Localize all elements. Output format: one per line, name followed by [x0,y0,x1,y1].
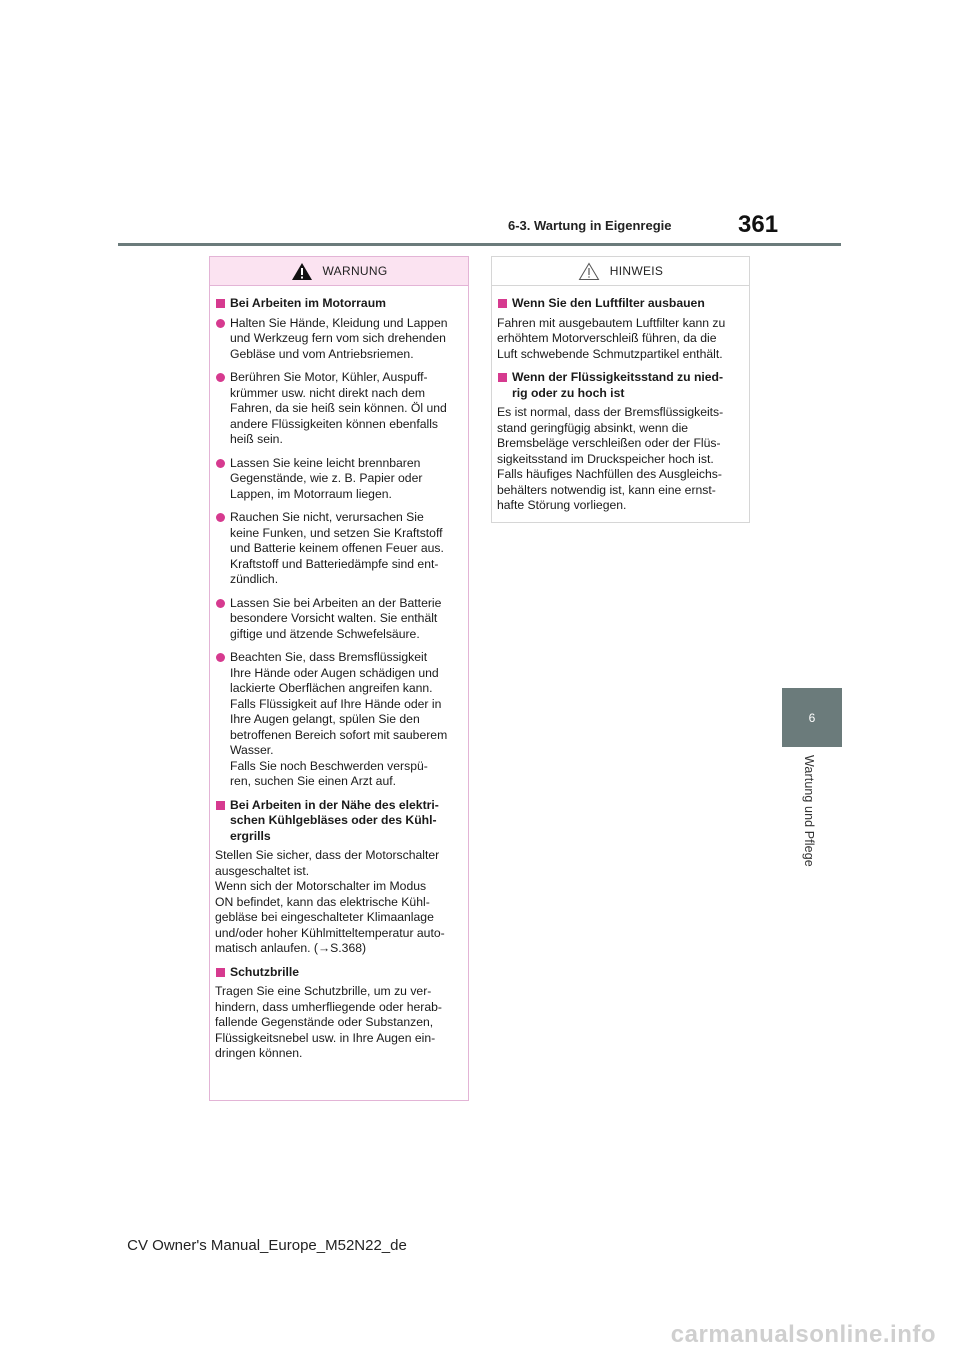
paragraph: Stellen Sie sicher, dass der Motorschalter ausgeschaltet ist. Wenn sich der Motorschalter im Modus ON befindet, kann das elektrische Kühl- gebläse bei eingeschalteter Klimaanlage und/oder hoher Kühlmitteltemperatur auto- matisch anlaufen. (→S.368) [215,848,445,955]
round-bullet-icon [216,513,225,522]
chapter-number: 6 [808,710,816,725]
manual-id: CV Owner's Manual_Europe_M52N22_de [127,1237,407,1254]
list-item: Beachten Sie, dass Bremsflüssigkeit Ihre Hände oder Augen schädigen und lackierte Oberflächen angreifen kann. Falls Flüssigkeit auf Ihre Hände oder in Ihre Augen gelangt, spülen Sie den betroffenen Bereich sofort mit sauberem Wasser. Falls Sie noch Beschwerden verspü- ren, suchen Sie einen Arzt auf. [215,650,460,790]
round-bullet-icon [216,319,225,328]
note-box [491,256,750,523]
warning-triangle-icon [291,262,313,281]
caution-triangle-icon [578,262,600,281]
square-bullet-icon [216,968,225,977]
note-title: HINWEIS [609,264,664,278]
square-bullet-icon [216,299,225,308]
square-bullet-icon [216,801,225,810]
warning-section-heading: Schutzbrille [215,965,460,981]
round-bullet-icon [216,599,225,608]
warning-header [210,257,468,286]
header-rule [118,243,841,246]
square-bullet-icon [498,373,507,382]
square-bullet-icon [498,299,507,308]
round-bullet-icon [216,373,225,382]
list-item: Berühren Sie Motor, Kühler, Auspuff- krümmer usw. nicht direkt nach dem Fahren, da sie heiß sein können. Öl und andere Flüssigkeiten können ebenfalls heiß sein. [215,370,460,448]
note-section-heading: Wenn der Flüssigkeitsstand zu nied- rig oder zu hoch ist [497,370,743,401]
footer [0,1237,960,1254]
page-number: 361 [738,211,779,238]
section-title: 6-3. Wartung in Eigenregie [508,218,672,233]
warning-title: WARNUNG [322,264,388,278]
warning-section-heading: Bei Arbeiten in der Nähe des elektri- schen Kühlgebläses oder des Kühl- ergrills [215,798,460,845]
chapter-title: Wartung und Pflege [802,755,816,867]
watermark: carmanualsonline.info [670,1321,936,1348]
list-item: Halten Sie Hände, Kleidung und Lappen und Werkzeug fern vom sich drehenden Gebläse und vom Antriebsriemen. [215,316,460,363]
round-bullet-icon [216,459,225,468]
paragraph: Fahren mit ausgebautem Luftfilter kann zu erhöhtem Motorverschleiß führen, da die Luft schwebende Schmutzpartikel enthält. [497,315,726,361]
list-item: Lassen Sie bei Arbeiten an der Batterie besondere Vorsicht walten. Sie enthält giftige und ätzende Schwefelsäure. [215,596,460,643]
note-section-heading: Wenn Sie den Luftfilter ausbauen [497,296,743,312]
chapter-tab[interactable] [782,688,842,747]
warning-box [209,256,469,1101]
list-item: Lassen Sie keine leicht brennbaren Gegenstände, wie z. B. Papier oder Lappen, im Motorraum liegen. [215,456,460,503]
note-header [492,257,749,286]
paragraph: Tragen Sie eine Schutzbrille, um zu ver- hindern, dass umherfliegende oder herab- fallende Gegenstände oder Substanzen, Flüssigkeitsnebel usw. in Ihre Augen ein- dringen können. [215,984,442,1060]
warning-section-heading: Bei Arbeiten im Motorraum [215,296,460,312]
list-item: Rauchen Sie nicht, verursachen Sie keine Funken, und setzen Sie Kraftstoff und Batterie keinem offenen Feuer aus. Kraftstoff und Batteriedämpfe sind ent- zündlich. [215,510,460,588]
paragraph: Es ist normal, dass der Bremsflüssigkeits- stand geringfügig absinkt, wenn die Bremsbeläge verschleißen oder der Flüs- sigkeitsstand im Druckspeicher hoch ist. Falls häufiges Nachfüllen des Ausgleichs- behälters notwendig ist, kann eine ernst- hafte Störung vorliegen. [497,405,724,512]
round-bullet-icon [216,653,225,662]
